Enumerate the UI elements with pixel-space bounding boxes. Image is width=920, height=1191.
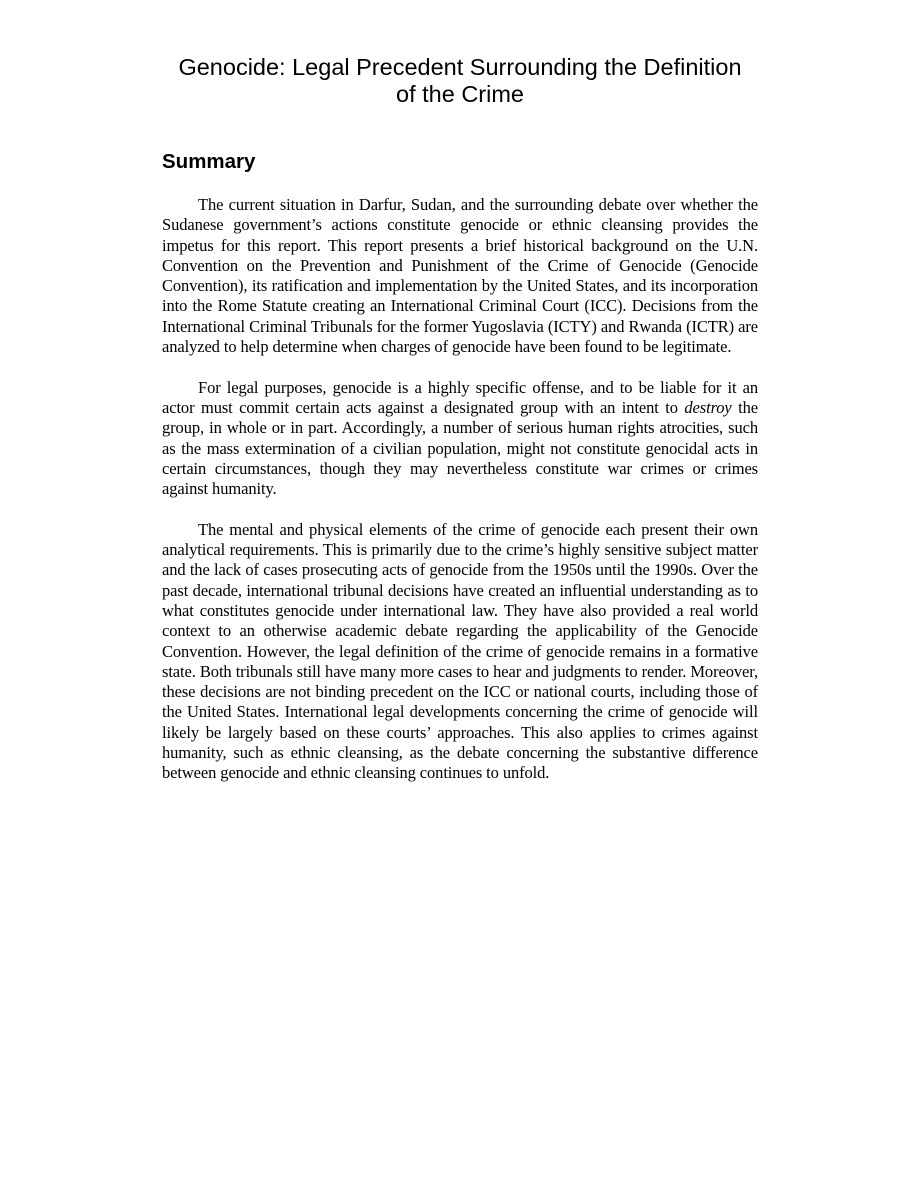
section-heading-summary: Summary bbox=[162, 150, 256, 173]
summary-paragraph-2 bbox=[162, 378, 758, 500]
paragraph-2-emphasis: destroy bbox=[684, 397, 732, 417]
document-page bbox=[162, 54, 758, 784]
paragraph-2-text-start: For legal purposes, genocide is a highly specific offense, and to be liable for it an actor must commit certain acts against a designated group with an intent to bbox=[162, 377, 758, 417]
document-title: Genocide: Legal Precedent Surrounding the Definition of the Crime bbox=[178, 54, 742, 107]
paragraph-2-text-end: the group, in whole or in part. Accordingly, a number of serious human rights atrocities, such as the mass extermination of a civilian population, might not constitute genocidal acts in certain circumstances, though they may nevertheless constitute war crimes or crimes against humanity. bbox=[162, 397, 758, 499]
summary-paragraph-3: The mental and physical elements of the crime of genocide each present their own analytical requirements. This is primarily due to the crime’s highly sensitive subject matter and the lack of cases prosecuting acts of genocide from the 1950s until the 1990s. Over the past decade, international tribunal decisions have created an influential understanding as to what constitutes genocide under international law. They have also provided a real world context to an otherwise academic debate regarding the applicability of the Genocide Convention. However, the legal definition of the crime of genocide remains in a formative state. Both tribunals still have many more cases to hear and judgments to render. Moreover, these decisions are not binding precedent on the ICC or national courts, including those of the United States. International legal developments concerning the crime of genocide will likely be largely based on these courts’ approaches. This also applies to crimes against humanity, such as ethnic cleansing, as the debate concerning the substantive difference between genocide and ethnic cleansing continues to unfold. bbox=[162, 519, 758, 783]
summary-paragraph-1: The current situation in Darfur, Sudan, and the surrounding debate over whether the Sudanese government’s actions constitute genocide or ethnic cleansing provides the impetus for this report. This report presents a brief historical background on the U.N. Convention on the Prevention and Punishment of the Crime of Genocide (Genocide Convention), its ratification and implementation by the United States, and its incorporation into the Rome Statute creating an International Criminal Court (ICC). Decisions from the International Criminal Tribunals for the former Yugoslavia (ICTY) and Rwanda (ICTR) are analyzed to help determine when charges of genocide have been found to be legitimate. bbox=[162, 195, 758, 357]
